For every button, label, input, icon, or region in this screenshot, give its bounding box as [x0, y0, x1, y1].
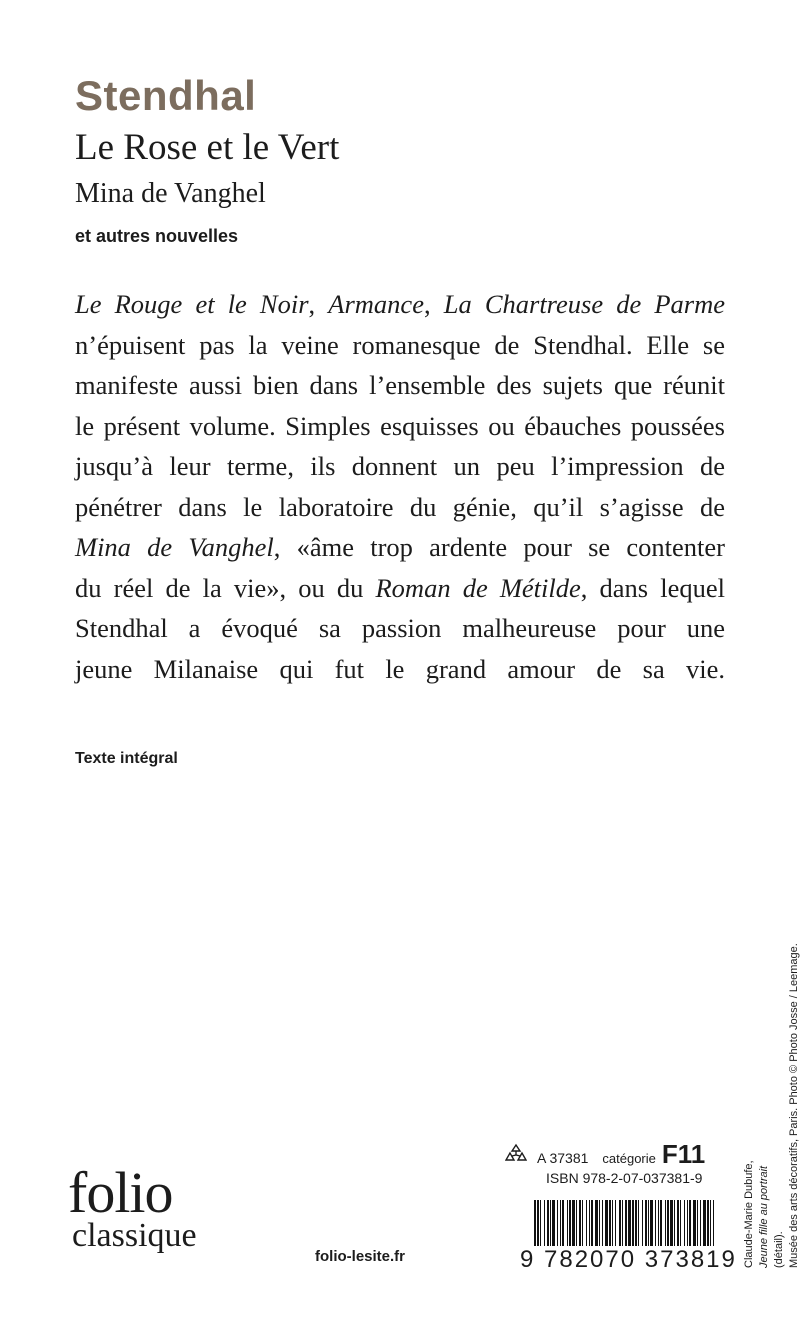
barcode-bar: [674, 1200, 675, 1246]
catalog-number: A 37381: [537, 1150, 589, 1166]
author-name: Stendhal: [75, 72, 257, 119]
barcode-bar: [552, 1200, 555, 1246]
barcode-bar: [586, 1200, 587, 1246]
barcode-bar: [534, 1200, 536, 1246]
barcode-bar: [537, 1200, 539, 1246]
barcode-bar: [650, 1200, 653, 1246]
barcode-bar: [609, 1200, 611, 1246]
book-title: Le Rose et le Vert: [75, 127, 340, 168]
image-credit: [742, 908, 800, 1268]
back-cover-blurb: [75, 284, 725, 689]
barcode-bar: [665, 1200, 666, 1246]
barcode-bar: [703, 1200, 706, 1246]
barcode-bar: [560, 1200, 561, 1246]
barcode-bar: [658, 1200, 659, 1246]
barcode-bar: [562, 1200, 564, 1246]
barcode-bar: [599, 1200, 600, 1246]
category-label: catégorie: [602, 1151, 656, 1166]
barcode-bar: [576, 1200, 577, 1246]
barcode-bar: [579, 1200, 581, 1246]
barcode-bar: [642, 1200, 643, 1246]
barcode-bar: [693, 1200, 696, 1246]
barcode-bar: [550, 1200, 551, 1246]
barcode-bar: [680, 1200, 681, 1246]
barcode-bar: [582, 1200, 583, 1246]
barcode-bar: [540, 1200, 541, 1246]
book-subtitle: Mina de Vanghel: [75, 178, 266, 209]
blurb-line: Mina de Vanghel, «âme trop ardente pour se contenter: [75, 532, 725, 562]
barcode-bar: [589, 1200, 590, 1246]
barcode-bar: [645, 1200, 647, 1246]
credit-line-2: Musée des arts décoratifs, Paris. Photo © Photo Josse / Leemage.: [788, 943, 800, 1268]
barcode-bar: [707, 1200, 709, 1246]
website-url: folio-lesite.fr: [315, 1248, 406, 1265]
barcode-bar: [591, 1200, 593, 1246]
isbn-number: ISBN 978-2-07-037381-9: [546, 1170, 703, 1186]
blurb-line: le présent volume. Simples esquisses ou ébauches poussées: [75, 410, 725, 441]
barcode-bar: [648, 1200, 649, 1246]
integral-text-label: Texte intégral: [75, 750, 178, 767]
barcode-bar: [670, 1200, 673, 1246]
barcode-bar: [557, 1200, 558, 1246]
barcode-bar: [619, 1200, 621, 1246]
barcode-bar: [547, 1200, 549, 1246]
barcode-bar: [700, 1200, 701, 1246]
blurb-line: Stendhal a évoqué sa passion malheureuse pour une: [75, 613, 725, 643]
barcode-bar: [687, 1200, 688, 1246]
price-code-block: [505, 1139, 720, 1186]
barcode-bar: [632, 1200, 634, 1246]
barcode-bar: [713, 1200, 714, 1246]
folio-classique-logo: [68, 1160, 197, 1254]
credit-line-1: Claude-Marie Dubufe, Jeune fille au portrait (détail).: [743, 1160, 785, 1268]
barcode-bar: [569, 1200, 571, 1246]
blurb-line: manifeste aussi bien dans l’ensemble des sujets que réunit: [75, 370, 725, 400]
barcode-bar: [689, 1200, 691, 1246]
barcode-bar: [605, 1200, 608, 1246]
barcode-bar: [628, 1200, 631, 1246]
blurb-line: pénétrer dans le laboratoire du génie, qu’il s’agisse de: [75, 491, 725, 522]
barcode-bar: [697, 1200, 698, 1246]
barcode-digits: 9 782070 373819: [520, 1246, 737, 1273]
barcode-bar: [572, 1200, 575, 1246]
blurb-line: jusqu’à leur terme, ils donnent un peu l’impression de: [75, 451, 725, 481]
blurb-line: jeune Milanaise qui fut le grand amour de sa vie.: [75, 653, 725, 684]
barcode-bar: [655, 1200, 656, 1246]
barcode-bar: [595, 1200, 598, 1246]
barcode-bar: [622, 1200, 623, 1246]
blurb-line: du réel de la vie», ou du Roman de Métilde, dans lequel: [75, 572, 725, 603]
barcode-bar: [567, 1200, 568, 1246]
logo-line-classique: classique: [72, 1217, 197, 1254]
barcode-bar: [710, 1200, 711, 1246]
barcode-bar: [660, 1200, 662, 1246]
barcode-bar: [615, 1200, 616, 1246]
barcode-bar: [625, 1200, 627, 1246]
barcode-bar: [602, 1200, 603, 1246]
blurb-line: n’épuisent pas la veine romanesque de Stendhal. Elle se: [75, 329, 725, 360]
barcode-bar: [612, 1200, 613, 1246]
subtitle-note: et autres nouvelles: [75, 226, 239, 246]
barcode-bar: [684, 1200, 685, 1246]
logo-line-folio: folio: [68, 1160, 173, 1225]
blurb-line: Le Rouge et le Noir, Armance, La Chartreuse de Parme: [75, 289, 725, 319]
category-code: F11: [661, 1139, 706, 1169]
barcode-bar: [667, 1200, 669, 1246]
publisher-emblem-icon: [505, 1143, 527, 1166]
barcode-bar: [635, 1200, 637, 1246]
barcode-bar: [638, 1200, 639, 1246]
barcode-bar: [544, 1200, 545, 1246]
barcode-bar: [677, 1200, 679, 1246]
